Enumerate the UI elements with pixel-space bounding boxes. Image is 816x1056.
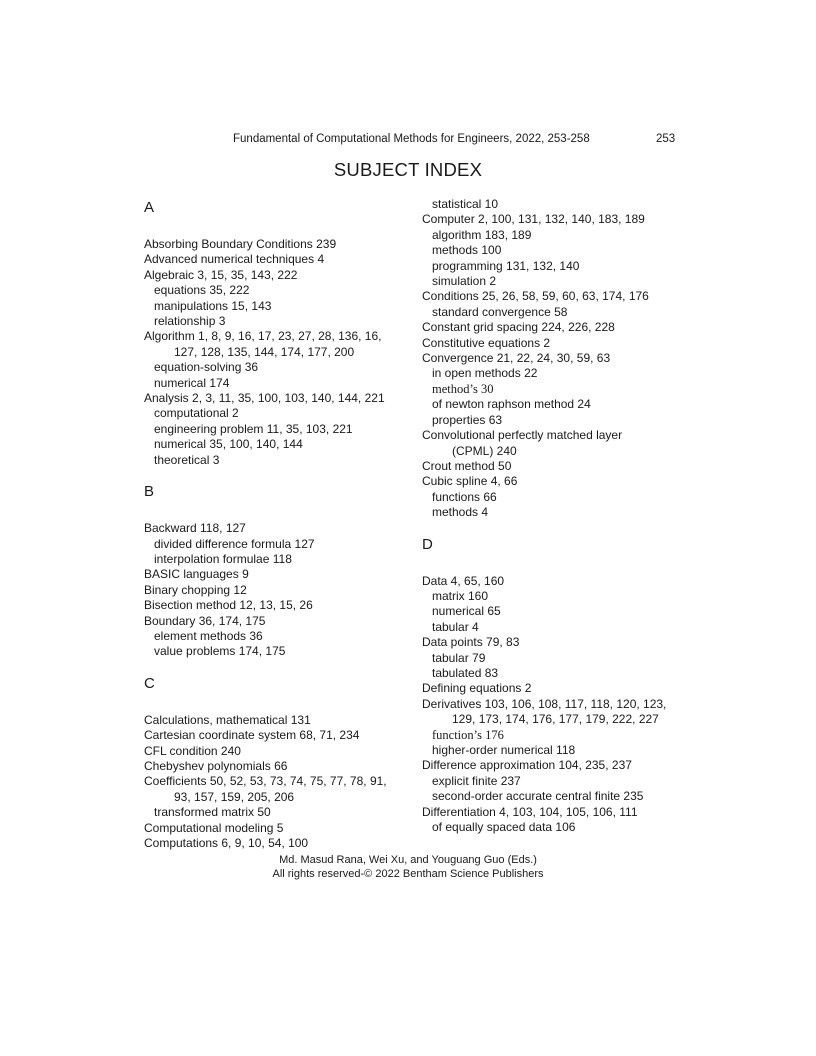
index-entry: Convolutional perfectly matched layer [422,428,623,443]
index-entry: Bisection method 12, 13, 15, 26 [144,598,313,613]
index-subentry: interpolation formulae 118 [154,551,292,566]
footer-editors: Md. Masud Rana, Wei Xu, and Youguang Guo (Eds.) [279,854,537,866]
index-entry: Boundary 36, 174, 175 [144,613,266,628]
index-subentry: tabular 79 [432,650,486,665]
index-entry: Advanced numerical techniques 4 [144,252,325,267]
index-entry: Backward 118, 127 [144,521,246,536]
index-subentry: algorithm 183, 189 [432,227,532,242]
running-head: Fundamental of Computational Methods for Engineers, 2022, 253-258 [233,133,590,145]
index-entry: Absorbing Boundary Conditions 239 [144,237,337,251]
section-letter: C [144,674,155,692]
index-subentry: relationship 3 [154,314,226,329]
index-entry: Chebyshev polynomials 66 [144,758,288,773]
index-subentry: in open methods 22 [432,366,538,381]
index-subentry: functions 66 [432,489,497,504]
index-entry: Differentiation 4, 103, 104, 105, 106, 111 [422,804,638,819]
index-subentry: properties 63 [432,412,503,427]
page-title: SUBJECT INDEX [333,159,483,180]
index-entry: Constant grid spacing 224, 226, 228 [422,320,615,335]
index-entry: Data 4, 65, 160 [422,573,505,588]
index-subentry: engineering problem 11, 35, 103, 221 [154,421,353,436]
index-entry-continuation: 129, 173, 174, 176, 177, 179, 222, 227 [452,712,659,727]
index-entry: Cartesian coordinate system 68, 71, 234 [144,728,360,743]
index-subentry: tabulated 83 [432,665,499,680]
index-subentry: methods 100 [432,243,502,258]
index-subentry: of equally spaced data 106 [432,820,576,835]
section-letter: B [144,483,155,501]
index-subentry: equations 35, 222 [154,283,250,298]
index-subentry: higher-order numerical 118 [432,743,576,757]
index-entry: Binary chopping 12 [144,582,247,597]
index-subentry: value problems 174, 175 [154,644,286,659]
index-subentry: tabular 4 [432,619,479,634]
index-entry: Conditions 25, 26, 58, 59, 60, 63, 174, 176 [422,289,649,304]
index-column-right [422,197,712,835]
index-entry: Data points 79, 83 [422,635,520,650]
index-entry: Algorithm 1, 8, 9, 16, 17, 23, 27, 28, 136, 16, [144,329,382,344]
index-entry-continuation: (CPML) 240 [452,443,517,458]
section-letter: A [144,199,155,216]
index-entry: BASIC languages 9 [144,567,249,582]
index-subentry: second-order accurate central finite 235 [432,789,644,804]
index-entry: Computations 6, 9, 10, 54, 100 [144,836,309,850]
index-subentry: standard convergence 58 [432,304,568,319]
index-subentry: divided difference formula 127 [154,536,315,551]
index-entry: Difference approximation 104, 235, 237 [422,758,632,773]
index-subentry: programming 131, 132, 140 [432,258,580,273]
index-subentry: statistical 10 [432,197,499,211]
index-subentry: matrix 160 [432,588,489,603]
index-subentry: equation-solving 36 [154,360,259,375]
index-subentry: numerical 35, 100, 140, 144 [154,437,303,452]
index-entry-continuation: 93, 157, 159, 205, 206 [174,789,295,804]
index-entry: Cubic spline 4, 66 [422,474,518,489]
index-entry: CFL condition 240 [144,743,241,758]
page-number: 253 [656,133,676,145]
index-column-left [144,199,412,851]
index-subentry: explicit finite 237 [432,773,521,788]
index-entry: Coefficients 50, 52, 53, 73, 74, 75, 77, 78, 91, [144,774,387,789]
footer-copyright: All rights reserved-© 2022 Bentham Science Publishers [272,868,544,880]
index-subentry: numerical 174 [154,375,230,390]
index-subentry: theoretical 3 [154,452,220,467]
index-entry: Computational modeling 5 [144,820,284,835]
index-subentry: method’s 30 [432,381,494,396]
index-subentry: methods 4 [432,505,489,520]
index-subentry: computational 2 [154,406,239,421]
index-subentry: function’s 176 [432,727,504,742]
index-subentry: manipulations 15, 143 [154,298,272,313]
index-entry: Computer 2, 100, 131, 132, 140, 183, 189 [422,212,645,227]
index-subentry: numerical 65 [432,604,501,619]
section-letter: D [422,535,433,553]
index-subentry: of newton raphson method 24 [432,397,591,412]
index-subentry: simulation 2 [432,274,497,289]
index-entry: Crout method 50 [422,458,512,473]
index-entry: Derivatives 103, 106, 108, 117, 118, 120, 123, [422,696,667,711]
index-entry-continuation: 127, 128, 135, 144, 174, 177, 200 [174,344,355,359]
index-entry: Convergence 21, 22, 24, 30, 59, 63 [422,351,611,366]
index-entry: Constitutive equations 2 [422,335,551,350]
index-subentry: transformed matrix 50 [154,805,271,820]
index-entry: Defining equations 2 [422,681,532,696]
index-entry: Analysis 2, 3, 11, 35, 100, 103, 140, 144, 221 [144,391,385,406]
index-entry: Algebraic 3, 15, 35, 143, 222 [144,267,298,282]
index-entry: Calculations, mathematical 131 [144,712,311,727]
index-subentry: element methods 36 [154,628,263,643]
